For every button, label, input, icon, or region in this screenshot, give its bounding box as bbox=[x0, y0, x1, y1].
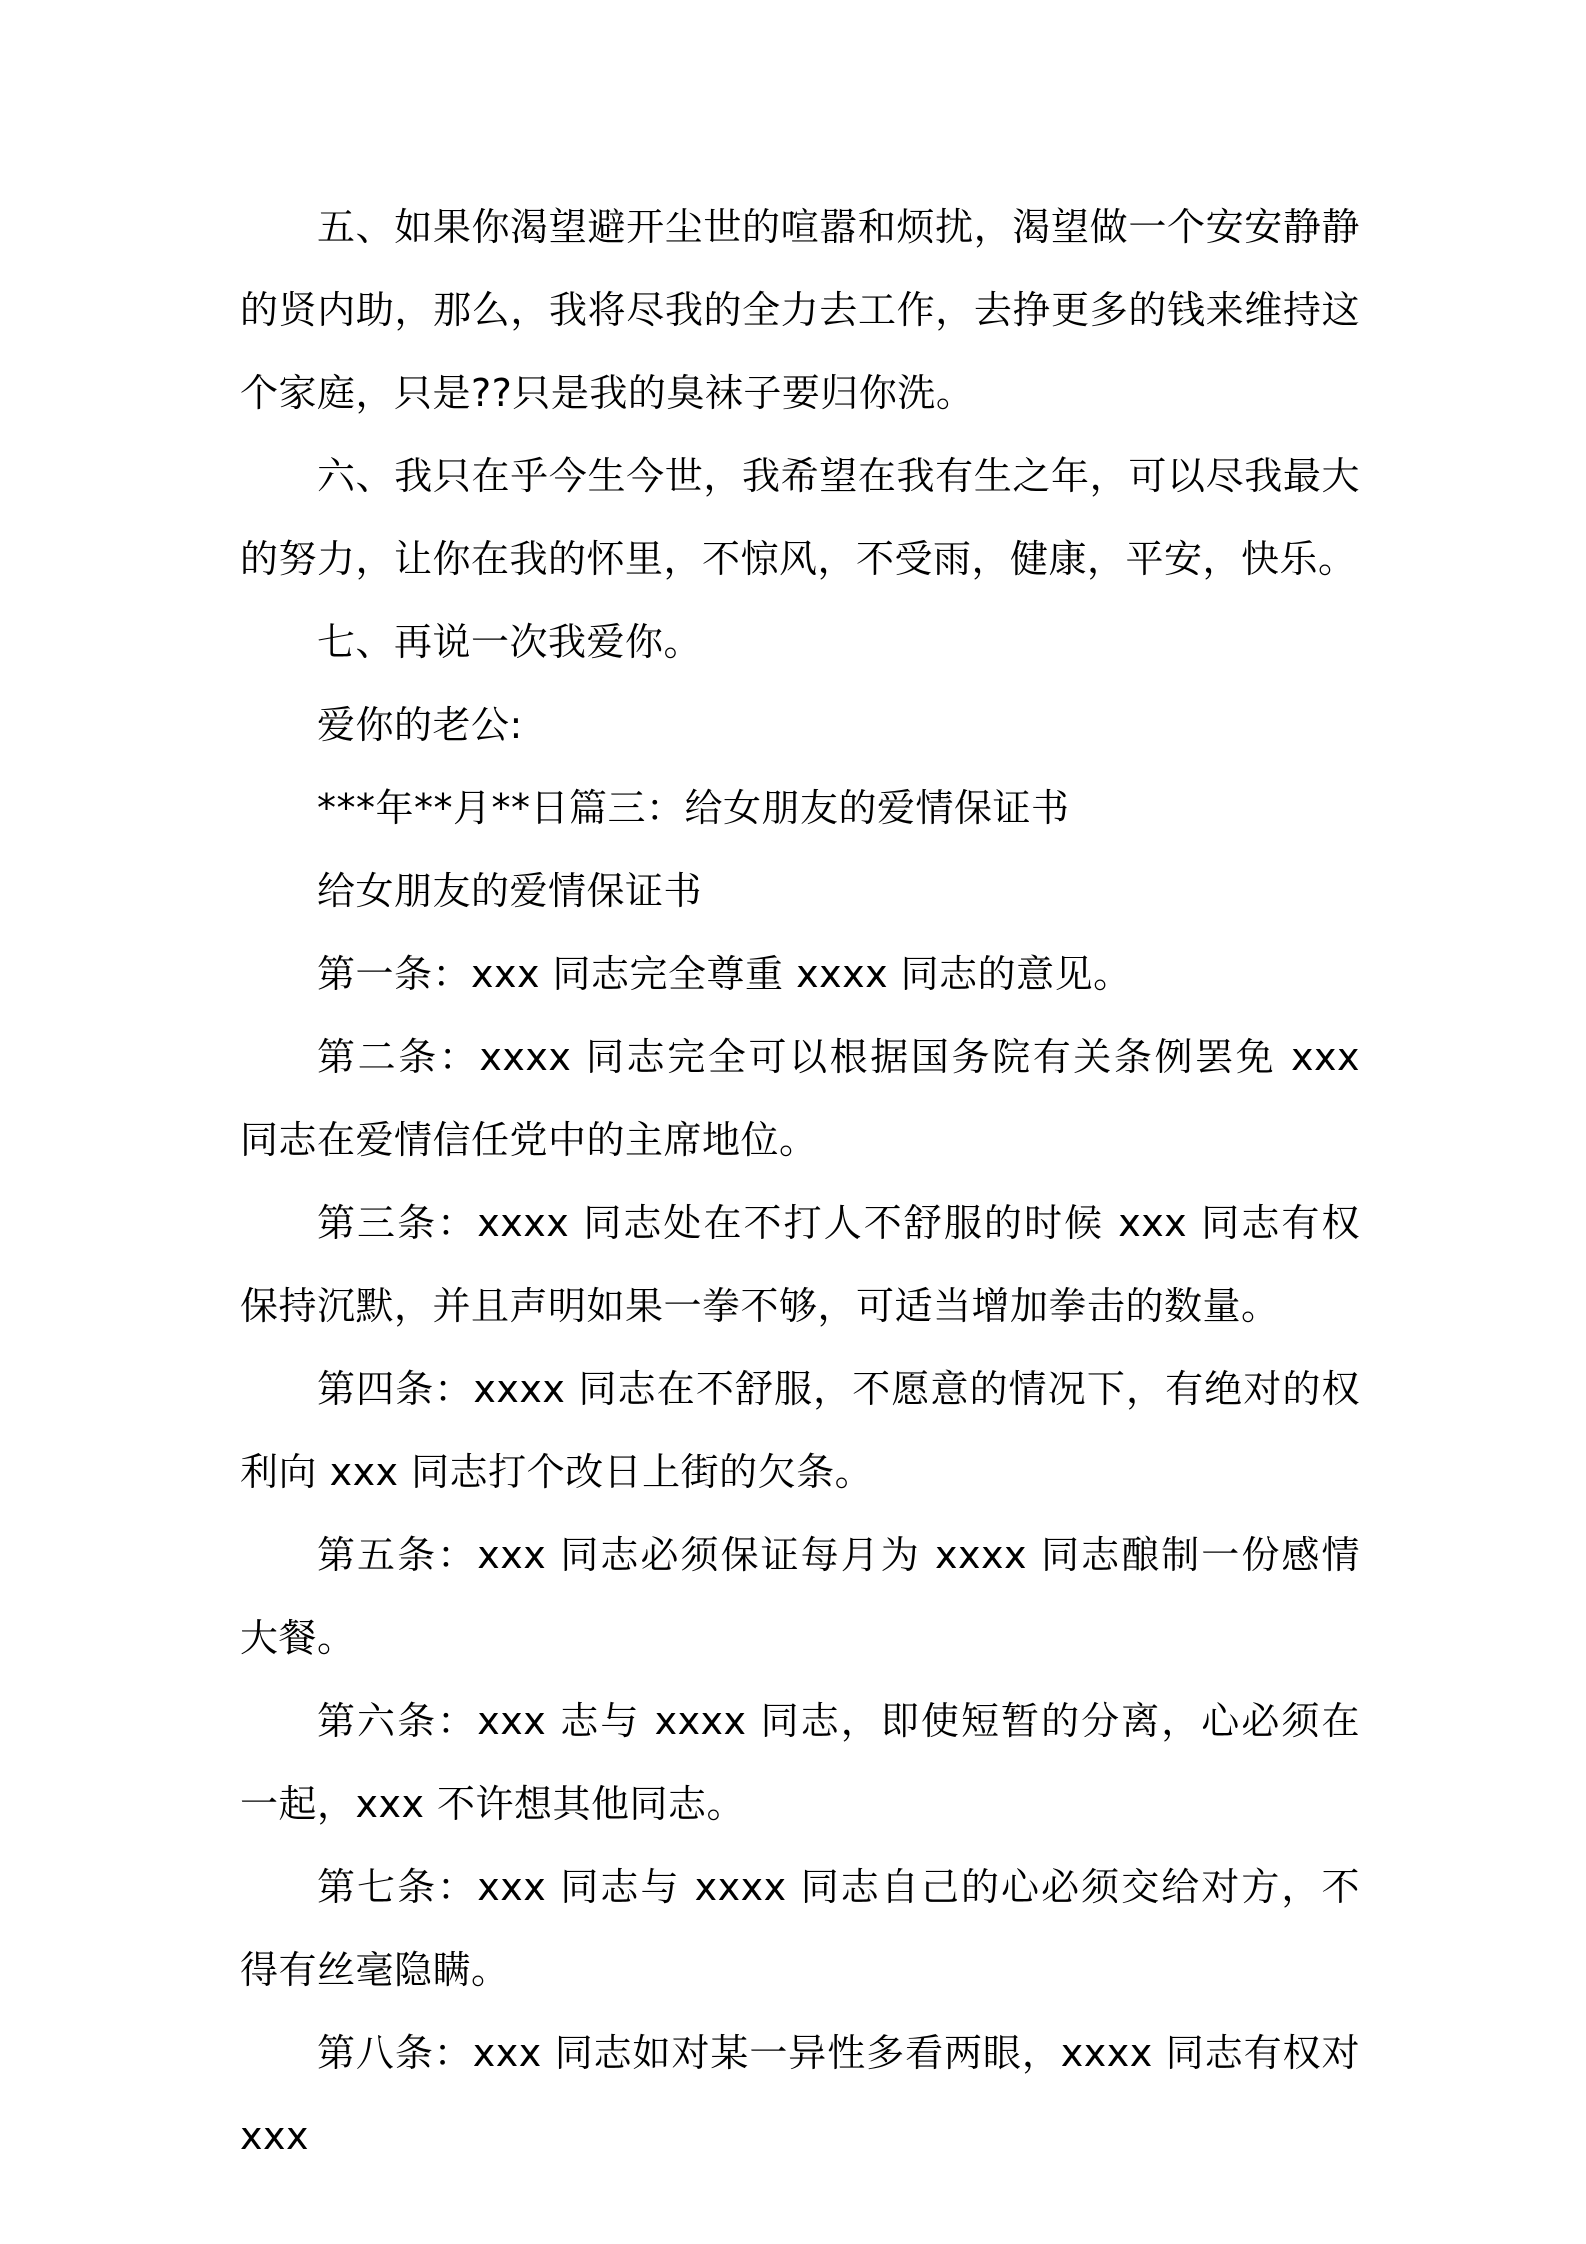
article-4: 第四条：xxxx 同志在不舒服，不愿意的情况下，有绝对的权利向 xxx 同志打个改日上街的欠条。 bbox=[240, 1367, 1360, 1494]
paragraph-7: 七、再说一次我爱你。 bbox=[317, 620, 703, 664]
paragraph-5: 五、如果你渴望避开尘世的喧嚣和烦扰，渴望做一个安安静静的贤内助，那么，我将尽我的全力去工作，去挣更多的钱来维持这个家庭，只是??只是我的臭袜子要归你洗。 bbox=[240, 205, 1360, 415]
signature-line: 爱你的老公: bbox=[317, 703, 523, 747]
section-heading: 给女朋友的爱情保证书 bbox=[317, 869, 703, 913]
article-5: 第五条：xxx 同志必须保证每月为 xxxx 同志酿制一份感情大餐。 bbox=[240, 1533, 1360, 1660]
date-and-section-title: ***年**月**日篇三：给女朋友的爱情保证书 bbox=[317, 786, 1070, 830]
paragraph-6: 六、我只在乎今生今世，我希望在我有生之年，可以尽我最大的努力，让你在我的怀里，不惊风，不受雨，健康，平安，快乐。 bbox=[240, 454, 1360, 581]
article-3: 第三条：xxxx 同志处在不打人不舒服的时候 xxx 同志有权保持沉默，并且声明如果一拳不够，可适当增加拳击的数量。 bbox=[240, 1201, 1360, 1328]
document-body bbox=[240, 186, 1360, 2178]
article-2: 第二条：xxxx 同志完全可以根据国务院有关条例罢免 xxx 同志在爱情信任党中的主席地位。 bbox=[240, 1035, 1360, 1162]
article-8: 第八条：xxx 同志如对某一异性多看两眼，xxxx 同志有权对 xxx bbox=[240, 2031, 1360, 2158]
article-1: 第一条：xxx 同志完全尊重 xxxx 同志的意见。 bbox=[317, 952, 1132, 996]
article-7: 第七条：xxx 同志与 xxxx 同志自己的心必须交给对方，不得有丝毫隐瞒。 bbox=[240, 1865, 1360, 1992]
article-6: 第六条：xxx 志与 xxxx 同志，即使短暂的分离，心必须在一起，xxx 不许想其他同志。 bbox=[240, 1699, 1360, 1826]
